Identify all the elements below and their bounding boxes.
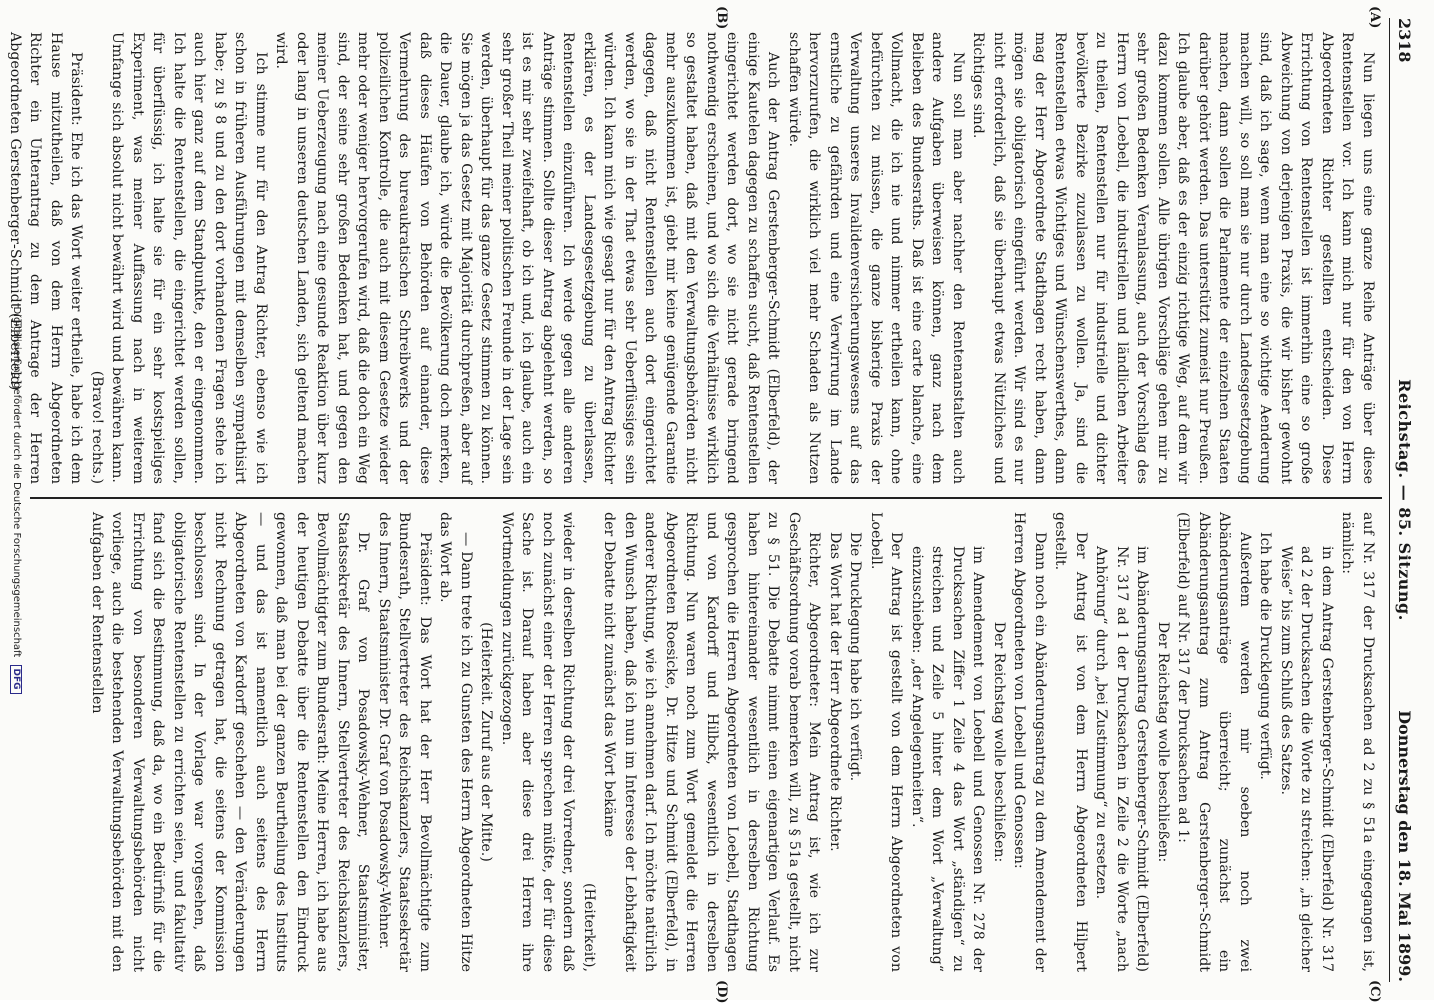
paragraph: Der Antrag ist gestellt von dem Herrn Abgeordneten von Loebell.: [868, 512, 905, 972]
paragraph: Die Drucklegung habe ich verfügt.: [847, 532, 864, 782]
speaker-paragraph: Präsident: Das Wort hat der Herr Bevollmächtigte zum Bundesrath, Stellvertreter des Reichskanzlers, Staatssekretär des Innern, Staatsminister Dr. Graf von Posadowsky-Wehner.: [376, 512, 433, 972]
running-head: [1388, 18, 1420, 982]
margin-mark-b: (B): [714, 6, 729, 30]
dfg-logo: DFG: [10, 665, 22, 694]
motion-text: im Abänderungsantrag Gerstenberger-Schmidt (Elberfeld) Nr. 317 ad 1 der Drucksachen in Zeile 2 die Worte „nach Anhörung“ durch „bei Zustimmung“ zu ersetzen.: [1093, 546, 1151, 972]
paragraph: Auch der Antrag Gerstenberger-Schmidt (Elberfeld), der einige Kautelen dagegen zu schaffen sucht, daß Rentenstellen eingerichtet werden dort, wo sie nicht gerade bringend nothwendig erscheinen, und wo sich die Verhältnisse wirklich so gestaltet haben, daß mit den Verwaltungsbehörden nicht mehr auszukommen ist, giebt mir keine genügende Garantie dagegen, daß nicht Rentenstellen auch dort eingerichtet werden, wo sie in der That etwas sehr Ueberflüssiges sein würden. Ich kann mich wie gesagt nur für den Antrag Richter erklären, es der Landesgesetzgebung zu überlassen, Rentenstellen einzuführen. Ich werde gegen alle anderen Anträge stimmen. Sollte dieser Antrag abgelehnt werden, so ist es mir sehr zweifelhaft, ob ich und, ich glaube, auch ein sehr großer Theil meiner politischen Freunde in der Lage sein werden, überhaupt für das ganze Gesetz stimmen zu können. Sie mögen ja das Gesetz mit Majorität durchpreßen, aber auf die Dauer, glaube ich, würde die Bevölkerung doch merken, daß dieses Häufen von Behörden auf einander, diese Vermehrung des bureaukratischen Schreibwerks und der polizeilichen Kontrolle, die auch mit diesem Gesetze wieder mehr oder weniger hervorgerufen wird, daß die doch ein Weg sind, der seine sehr großen Bedenken hat, und gegen den meiner Ueberzeugung nach eine gesunde Reaktion über kurz oder lang in unseren deutschen Landen, sich geltend machen wird.: [273, 32, 782, 484]
page-number: 2318: [1395, 18, 1414, 63]
speaker-paragraph: Richter, Abgeordneter: Mein Antrag ist, wie ich zur Geschäftsordnung vorab bemerken will, zu § 51a gestellt, nicht zu § 51. Die Debatte nimmt einen eigenartigen Verlauf. Es haben hintereinander wesentlich in derselben Richtung gesprochen die Herren Abgeordneten von Loebell, Stadthagen und von Kardorff und Hilbck, wesentlich in derselben Richtung. Nun waren noch zum Wort gemeldet die Herren Abgeordneten Roesicke, Dr. Hitze und Schmidt (Elberfeld), in anderer Richtung, wie ich annehmen darf. Ich möchte natürlich den Wunsch haben, daß ich nun im Interesse der Lebhaftigkeit der Debatte nicht zunächst das Wort bekäme: [601, 512, 823, 972]
interjection: (Heiterkeit),: [581, 883, 597, 972]
motion-heading: Der Reichstag wolle beschließen:: [991, 621, 1007, 863]
interjection: (Bravo! rechts.): [89, 370, 105, 484]
margin-mark-d: (D): [714, 980, 729, 1004]
margin-mark-a: (A): [1367, 6, 1382, 29]
header-rule: [1389, 18, 1390, 982]
interjection: (Heiterkeit. Zuruf aus der Mitte.): [478, 622, 495, 862]
motion-heading: Der Reichstag wolle beschließen:: [1155, 621, 1171, 863]
paragraph: Das Wort hat der Herr Abgeordnete Richter.: [827, 532, 843, 852]
paragraph: Der Antrag ist von dem Herrn Abgeordneten Hilpert gestellt.: [1052, 512, 1089, 972]
speaker-paragraph: Präsident: Ehe ich das Wort weiter ertheile, habe ich dem Hause mitzutheilen, daß von dem Herrn Abgeordneten Richter ein Unterantrag zu dem Antrage der Herren Abgeordneten Gerstenberger-Schmidt (Elberfeld): [7, 32, 85, 484]
session-date: Donnerstag den 18. Mai 1899.: [1395, 710, 1414, 982]
paragraph: Nun liegen uns eine ganze Reihe Anträge über diese Rentenstellen vor. Ich kann mich nur für den von Herrn Abgeordneten Richter gestellten entscheiden. Diese Errichtung von Rentenstellen ist immerhin eine so große Abweichung von derjenigen Praxis, die wir bisher gewohnt sind, daß ich sage, wenn man eine so wichtige Aenderung machen will, so soll man sie nur durch Landesgesetzgebung machen, dann sollen die Parlamente der einzelnen Staaten darüber gehört werden. Das unterstützt zumeist nur Preußen. Ich glaube aber, daß es der einzig richtige Weg, auf dem wir dazu kommen sollen. Alle übrigen Vorschläge gehen mir zu sehr großen Bedenken Veranlassung, auch der Vorschlag des Herrn von Loebell, die industriellen und ländlichen Arbeiter zu theilen, Rentenstellen nur für industrielle und dichter bevölkerte Bezirke zuzulassen zu wollen. Ja, sind die Rentenstellen etwas Wichtiges und Wünschenswerthes, dann mag der Herr Abgeordnete Stadthagen recht haben, dann mögen sie obligatorisch eingeführt werden. Wir sind es nur nicht erforderlich, daß sie überhaupt etwas Nützliches und Richtiges sind.: [970, 32, 1376, 484]
paragraph: Ich stimme nur für den Antrag Richter, ebenso wie ich schon in früheren Ausführungen mit demselben sympathisirt habe; zu § 8 und zu den dort vorhandenen Fragen stehe ich auch hier ganz auf dem Standpunkte, den er eingenommen. Ich halte die Rentenstellen, die eingerichtet werden sollen, für überflüssig, ich halte sie für ein sehr kostspieliges Experiment, was meiner Auffassung nach in weiterem Umfange sich absolut nicht bewährt wird und bewähren kann.: [109, 32, 269, 484]
speaker-paragraph: Dr. Graf von Posadowsky-Wehner, Staatsminister, Staatssekretär des Innern, Stellvertreter des Reichskanzlers, Bevollmächtigter zum Bundesrath: Meine Herren, ich habe aus der heutigen Debatte über die Rentenstellen den Eindruck gewonnen, daß man bei der ganzen Beurtheilung des Instituts — und das ist namentlich auch seitens des Herrn Abgeordneten von Kardorff geschehen — den Veränderungen nicht Rechnung getragen hat, die seitens der Kommission beschlossen sind. In der Vorlage war vorgesehen, daß obligatorische Rentenstellen zu errichten seien, und fakultativ fand sich die Bestimmung, daß da, wo ein Bedürfniß für die Errichtung von besonderen Verwaltungsbehörden nicht vorliege, auch die bestehenden Verwaltungsbehörden mit den Aufgaben der Rentenstellen: [89, 512, 372, 972]
page-title: Reichstag. — 85. Sitzung.: [1395, 379, 1414, 621]
digitization-footer: [10, 0, 22, 1000]
paragraph: wieder in derselben Richtung der drei Vorredner, sondern daß noch zunächst einer der Herren sprechen müßte, der für diese Sache ist. Darauf haben aber diese drei Herren ihre Wortmeldungen zurückgezogen.: [499, 512, 577, 972]
paragraph: Dann noch ein Abänderungsantrag zu dem Amendement der Herren Abgeordneten von Loebell und Genossen:: [1011, 512, 1048, 972]
paragraph: Außerdem werden mir soeben noch zwei Abänderungsanträge überreicht; zunächst ein Abänderungsantrag zum Antrag Gerstenberger-Schmidt (Elberfeld) auf Nr. 317 der Drucksachen ad 1:: [1175, 512, 1253, 972]
paragraph: — Dann trete ich zu Gunsten des Herrn Abgeordneten Hitze das Wort ab.: [437, 512, 474, 972]
motion-text: im Amendement von Loebell und Genossen Nr. 278 der Drucksachen Ziffer 1 Zeile 4 das Wort „ständigen“ zu streichen und Zeile 5 hinter dem Wort „Verwaltung“ einzuschieben: „der Angelegenheiten“.: [909, 546, 987, 972]
right-column: [28, 512, 1378, 972]
column-divider: [30, 497, 1382, 499]
motion-text: in dem Antrag Gerstenberger-Schmidt (Elberfeld) Nr. 317 ad 2 der Drucksachen die Worte zu streichen: „in gleicher Weise“ bis zum Schluß des Satzes.: [1278, 546, 1335, 972]
margin-mark-c: (C): [1367, 980, 1382, 1003]
paragraph: auf Nr. 317 der Drucksachen ad 2 zu § 51a eingegangen ist, nämlich:: [1339, 512, 1376, 972]
paragraph: Nun soll man aber nachher den Rentenanstalten auch andere Aufgaben überweisen können, ganz nach dem Belieben des Bundesraths. Daß ist eine carte blanche, eine Vollmacht, die ich nie und nimmer ertheilen kann, ohne befürchten zu müssen, die ganze bisherige Praxis der Verwaltung unseres Invalidenversicherungswesens auf das ernstliche zu gefährden und eine Verwirrung im Lande hervorzurufen, die wirklich viel mehr Schaden als Nutzen schaffen würde.: [786, 32, 966, 484]
paragraph: Ich habe die Drucklegung verfügt.: [1257, 532, 1274, 780]
footer-text: Digitalisierung gefördert durch die Deutsche Forschungsgemeinschaft: [11, 306, 22, 658]
